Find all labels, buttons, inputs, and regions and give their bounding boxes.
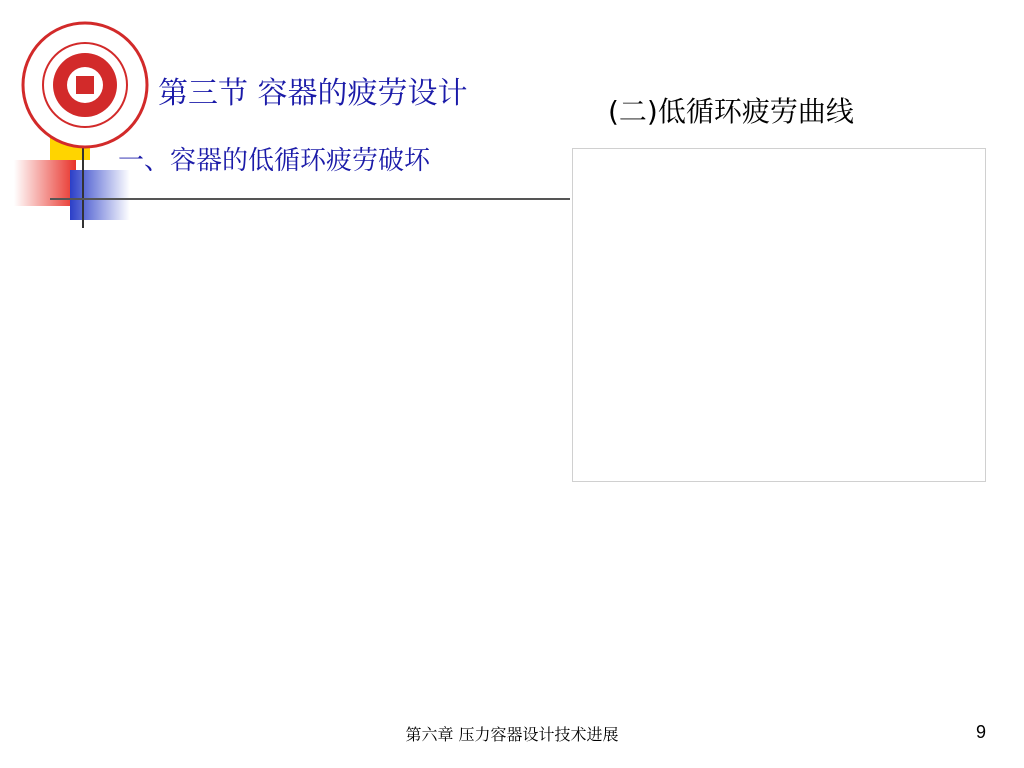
right-heading: (二)低循环疲劳曲线 xyxy=(608,95,854,128)
figure-placeholder xyxy=(572,148,986,482)
deco-horizontal-line xyxy=(50,198,570,200)
subsection-title: 一、容器的低循环疲劳破坏 xyxy=(118,146,431,176)
university-logo xyxy=(20,20,150,150)
page-number: 9 xyxy=(976,722,987,742)
deco-blue-square xyxy=(70,170,130,220)
section-title: 第三节 容器的疲劳设计 xyxy=(158,76,468,111)
footer-chapter: 第六章 压力容器设计技术进展 xyxy=(405,725,619,744)
